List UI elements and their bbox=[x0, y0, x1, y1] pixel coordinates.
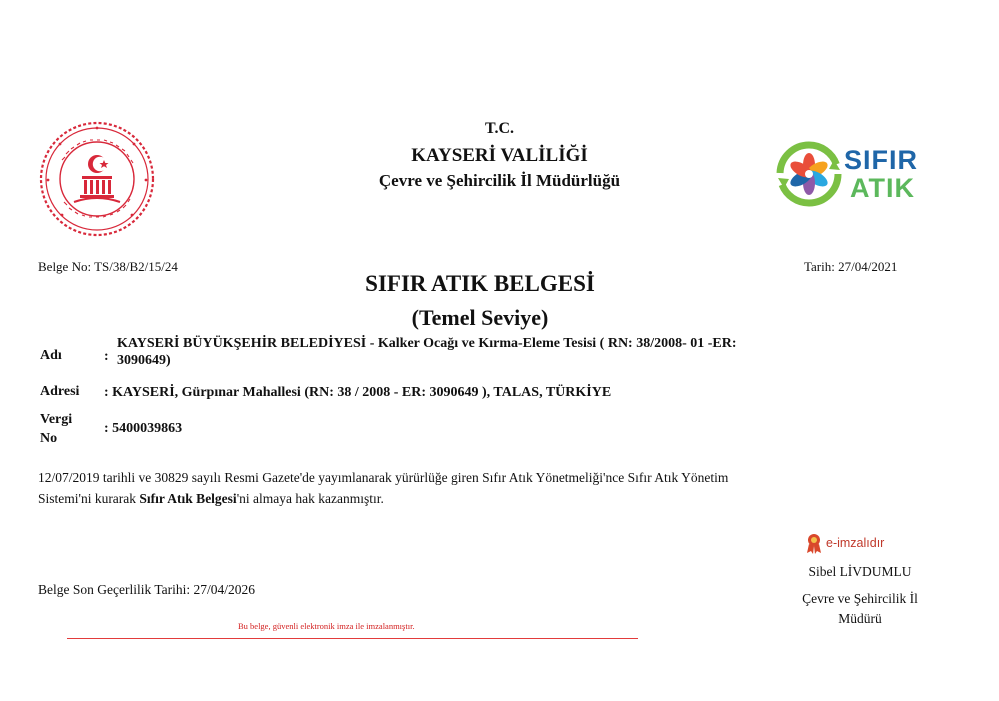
field-label-vergi bbox=[40, 410, 72, 448]
field-label-adresi: Adresi bbox=[40, 384, 80, 399]
signer-title bbox=[760, 589, 960, 629]
field-label-adi: Adı bbox=[40, 348, 62, 363]
certificate-statement bbox=[38, 467, 938, 509]
statement-line2 bbox=[38, 488, 938, 509]
footer-divider bbox=[67, 638, 638, 639]
issue-date: Tarih: 27/04/2021 bbox=[804, 259, 898, 274]
statement-line1: 12/07/2019 tarihli ve 30829 sayılı Resmi Gazete'de yayımlanarak yürürlüğe giren Sıfır Atık Yönetmeliği'nce Sıfır Atık Yönetim bbox=[38, 470, 729, 485]
field-value-adresi: : KAYSERİ, Gürpınar Mahallesi (RN: 38 / 2008 - ER: 3090649 ), TALAS, TÜRKİYE bbox=[104, 385, 612, 400]
header-line-tc: T.C. bbox=[484, 120, 515, 137]
field-label-vergi-line2: No bbox=[40, 431, 58, 446]
logo-text-atik: ATIK bbox=[850, 173, 915, 203]
zero-waste-logo bbox=[776, 140, 926, 210]
e-signature-note: Bu belge, güvenli elektronik imza ile imzalanmıştır. bbox=[238, 621, 415, 631]
field-value-adi bbox=[117, 335, 917, 369]
statement-line2-pre: Sistemi'ni kurarak bbox=[38, 491, 140, 506]
document-title: SIFIR ATIK BELGESİ bbox=[365, 271, 595, 296]
header-line-valilik: KAYSERİ VALİLİĞİ bbox=[411, 145, 588, 166]
statement-line2-post: 'ni almaya hak kazanmıştır. bbox=[236, 491, 384, 506]
field-colon: : bbox=[104, 349, 109, 364]
statement-line2-bold: Sıfır Atık Belgesi bbox=[139, 491, 237, 506]
e-signature-label: e-imzalıdır bbox=[826, 536, 885, 550]
signer-title-line1: Çevre ve Şehircilik İl bbox=[802, 591, 918, 606]
signer-title-line2: Müdürü bbox=[838, 611, 882, 626]
award-ribbon-icon bbox=[806, 533, 822, 555]
header-line-mudurluk: Çevre ve Şehircilik İl Müdürlüğü bbox=[378, 171, 621, 190]
signer-name: Sibel LİVDUMLU bbox=[808, 564, 912, 579]
field-value-adi-line2: 3090649) bbox=[117, 353, 171, 368]
logo-text-sifir: SIFIR bbox=[844, 145, 919, 175]
zero-waste-logo-icon bbox=[776, 140, 842, 208]
field-value-adi-line1: KAYSERİ BÜYÜKŞEHİR BELEDİYESİ - Kalker Ocağı ve Kırma-Eleme Tesisi ( RN: 38/2008- 01 -ER: bbox=[117, 336, 737, 351]
field-value-vergi: : 5400039863 bbox=[104, 421, 183, 436]
document-subtitle: (Temel Seviye) bbox=[411, 305, 549, 330]
field-label-vergi-line1: Vergi bbox=[40, 412, 73, 427]
e-signature-badge bbox=[806, 533, 906, 555]
belge-no: Belge No: TS/38/B2/15/24 bbox=[38, 259, 178, 274]
validity-date: Belge Son Geçerlilik Tarihi: 27/04/2026 bbox=[38, 582, 256, 597]
